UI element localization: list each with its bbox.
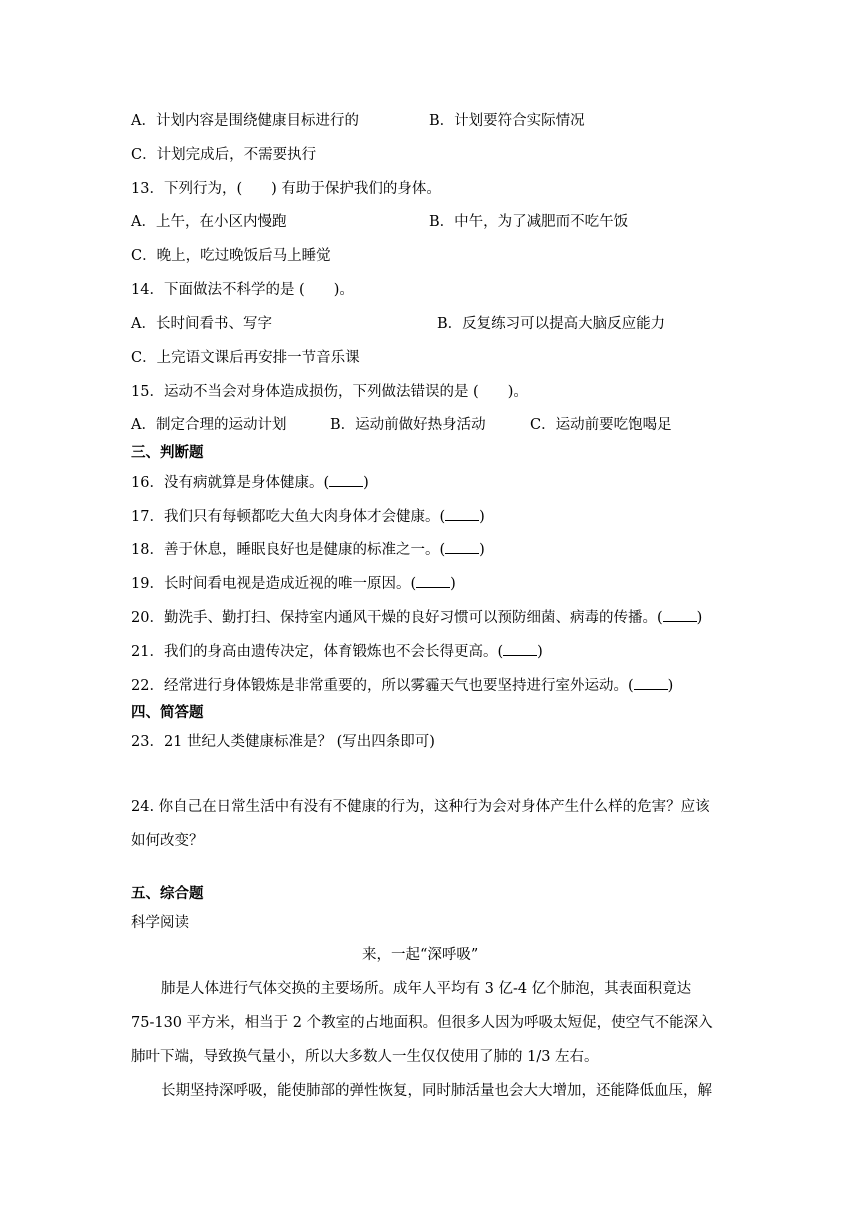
q23: 23．21 世纪人类健康标准是？ (写出四条即可) bbox=[131, 734, 435, 750]
q21-close: ) bbox=[537, 644, 543, 660]
q20 bbox=[131, 607, 702, 628]
q12-option-b: B．计划要符合实际情况 bbox=[429, 113, 585, 129]
section-4-title: 四、简答题 bbox=[131, 704, 204, 721]
q12-option-a: A．计划内容是围绕健康目标进行的 bbox=[131, 113, 359, 129]
q24-line-2: 如何改变？ bbox=[131, 833, 204, 849]
q14-stem: 14．下面做法不科学的是 ( )。 bbox=[131, 282, 354, 298]
q13-option-c: C．晚上，吃过晚饭后马上睡觉 bbox=[131, 248, 331, 264]
q19-close: ) bbox=[450, 576, 456, 592]
q14-option-b: B．反复练习可以提高大脑反应能力 bbox=[437, 316, 666, 332]
q15-option-b: B．运动前做好热身活动 bbox=[330, 417, 486, 433]
q20-close: ) bbox=[696, 610, 703, 626]
q16-text: 16．没有病就算是身体健康。( bbox=[131, 475, 330, 491]
article-p1-line-2: 75-130 平方米，相当于 2 个教室的占地面积。但很多人因为呼吸太短促，使空气不能深入 bbox=[131, 1015, 713, 1031]
q18 bbox=[131, 539, 485, 560]
section-5-title: 五、综合题 bbox=[131, 885, 204, 902]
q18-close: ) bbox=[479, 542, 485, 558]
q22-answer-blank[interactable] bbox=[634, 675, 668, 690]
q13-option-b: B．中午，为了减肥而不吃午饭 bbox=[429, 214, 629, 230]
q21-answer-blank[interactable] bbox=[503, 641, 537, 656]
q14-option-a: A．长时间看书、写字 bbox=[131, 316, 272, 332]
q12-option-c: C．计划完成后，不需要执行 bbox=[131, 147, 317, 163]
q17-close: ) bbox=[479, 509, 485, 525]
q21 bbox=[131, 641, 543, 662]
q19-text: 19．长时间看电视是造成近视的唯一原因。( bbox=[131, 576, 417, 592]
q19 bbox=[131, 573, 456, 594]
q22 bbox=[131, 675, 673, 696]
q21-text: 21．我们的身高由遗传决定，体育锻炼也不会长得更高。( bbox=[131, 644, 504, 660]
q22-text: 22．经常进行身体锻炼是非常重要的，所以雾霾天气也要坚持进行室外运动。( bbox=[131, 678, 634, 694]
article-title: 来，一起“深呼吸” bbox=[362, 947, 479, 963]
q20-text: 20．勤洗手、勤打扫、保持室内通风干燥的良好习惯可以预防细菌、病毒的传播。( bbox=[131, 610, 663, 626]
q17-text: 17．我们只有每顿都吃大鱼大肉身体才会健康。( bbox=[131, 509, 446, 525]
q17-answer-blank[interactable] bbox=[445, 506, 479, 521]
q15-stem: 15．运动不当会对身体造成损伤，下列做法错误的是 ( )。 bbox=[131, 384, 528, 400]
q18-answer-blank[interactable] bbox=[445, 539, 479, 554]
q18-text: 18．善于休息，睡眠良好也是健康的标准之一。( bbox=[131, 542, 446, 558]
article-p1-line-1: 肺是人体进行气体交换的主要场所。成年人平均有 3 亿-4 亿个肺泡，其表面积竟达 bbox=[161, 981, 692, 997]
q19-answer-blank[interactable] bbox=[416, 573, 450, 588]
q20-answer-blank[interactable] bbox=[663, 607, 697, 622]
q15-option-a: A．制定合理的运动计划 bbox=[131, 417, 287, 433]
q16 bbox=[131, 472, 369, 493]
section-5-subtitle: 科学阅读 bbox=[131, 915, 189, 931]
q16-close: ) bbox=[363, 475, 369, 491]
article-p1-line-3: 肺叶下端，导致换气量小，所以大多数人一生仅仅使用了肺的 1/3 左右。 bbox=[131, 1049, 599, 1065]
q16-answer-blank[interactable] bbox=[329, 472, 363, 487]
section-3-title: 三、判断题 bbox=[131, 444, 204, 461]
article-p2-line-1: 长期坚持深呼吸，能使肺部的弹性恢复，同时肺活量也会大大增加，还能降低血压，解 bbox=[161, 1083, 712, 1099]
q14-option-c: C．上完语文课后再安排一节音乐课 bbox=[131, 350, 360, 366]
q24-line-1: 24. 你自己在日常生活中有没有不健康的行为，这种行为会对身体产生什么样的危害？应该 bbox=[131, 799, 710, 815]
q15-option-c: C．运动前要吃饱喝足 bbox=[530, 417, 672, 433]
q13-option-a: A．上午，在小区内慢跑 bbox=[131, 214, 287, 230]
q17 bbox=[131, 506, 485, 527]
q22-close: ) bbox=[667, 678, 674, 694]
q13-stem: 13．下列行为，( ) 有助于保护我们的身体。 bbox=[131, 181, 441, 197]
